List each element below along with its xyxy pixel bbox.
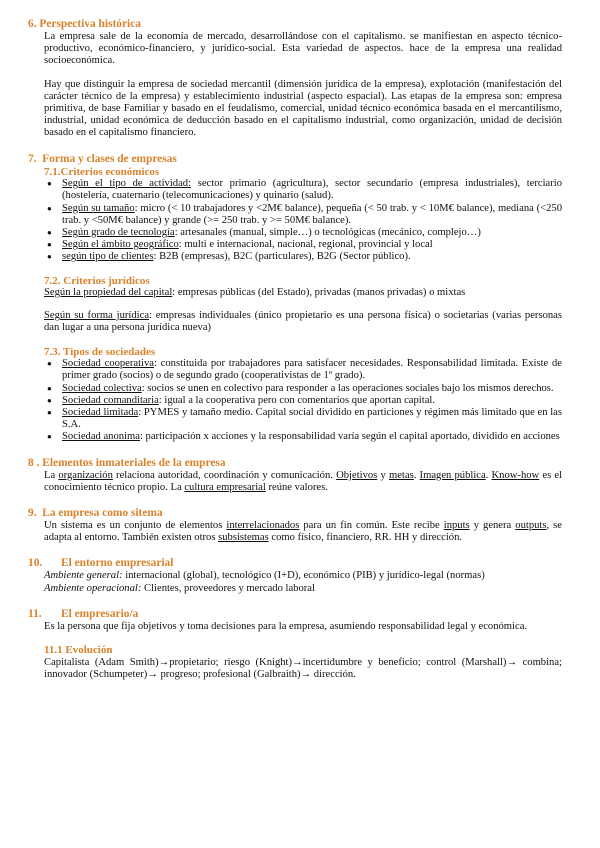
list-item (62, 239, 562, 251)
section-title: El empresario/a (61, 607, 139, 620)
text: relaciona autoridad, coordinación y comunicación. (112, 469, 337, 481)
item-text: : empresas individuales (único propietario es una persona física) o societarias (varias personas dan lugar a una persona jurídica nueva) (44, 310, 563, 334)
section-title: Elementos inmateriales de la empresa (42, 456, 226, 469)
underlined-term: Objetivos (336, 469, 378, 481)
section-number: 10. (28, 557, 43, 570)
underlined-term: metas (388, 469, 414, 481)
underlined-term: Según su tamaño (62, 202, 135, 214)
section-title: El entorno empresarial (61, 557, 174, 570)
text: internacional (global), tecnológico (I+D), económico (PIB) y jurídico-legal (normas) (122, 570, 485, 582)
paragraph (28, 583, 562, 595)
underlined-term: outputs (515, 519, 547, 531)
text: Clientes, proveedores y mercado laboral (141, 582, 315, 594)
italic-term: Ambiente general: (44, 570, 123, 582)
list-item (62, 227, 562, 239)
bullet-list (28, 358, 562, 443)
list-item (62, 395, 562, 407)
item-text: : PYMES y tamaño medio. Capital social dividido en particiones y régimen más limitado que en las S.A. (62, 406, 562, 431)
section-8-heading (28, 457, 562, 470)
underlined-term: organización (58, 469, 113, 481)
section-6-heading (28, 18, 562, 31)
underlined-term: subsistemas (218, 532, 269, 544)
item-text: : socios se unen en colectivo para responder a las operaciones sociales bajo los mismos derechos. (141, 382, 554, 394)
text: y genera (469, 519, 516, 531)
text: . (413, 469, 420, 481)
text: reúne valores. (265, 481, 328, 493)
underlined-term: Know-how (491, 469, 540, 481)
underlined-term: Según grado de tecnología (62, 226, 175, 238)
underlined-term: Sociedad cooperativa (62, 358, 154, 370)
paragraph (28, 470, 562, 494)
underlined-term: Imagen pública (419, 469, 486, 481)
item-text: : artesanales (manual, simple…) o tecnológicas (mecánico, complejo…) (174, 226, 481, 238)
item-text: : B2B (empresas), B2C (particulares), B2G (Sector público). (153, 251, 411, 263)
underlined-term: interrelacionados (226, 519, 300, 531)
subsection-heading: 7.2. Criterios jurídicos (44, 274, 150, 287)
text: y (377, 469, 389, 481)
underlined-term: Según la propiedad del capital (44, 287, 173, 299)
section-number: 7. (28, 152, 37, 165)
paragraph: La empresa sale de la economía de mercado, desarrollándose con el capitalismo. se manifiestan en aspecto técnico-productivo, económico-financiero, y jurídico-social. Esta variedad de aspectos. hace de la empresa una realidad socioeconómica. (44, 31, 562, 67)
underlined-term: Según el tipo de actividad: (62, 178, 192, 190)
section-number: 6. (28, 18, 37, 30)
paragraph: Es la persona que fija objetivos y toma decisiones para la empresa, asumiendo responsabilidad legal y económica. (44, 620, 528, 632)
paragraph (28, 310, 562, 334)
list-item (62, 407, 562, 431)
underlined-term: inputs (443, 519, 470, 531)
underlined-term: Sociedad anonima (62, 431, 140, 443)
section-title: Perspectiva histórica (39, 18, 141, 30)
item-text: : participación x acciones y la responsabilidad varía según el capital aportado, dividido en acciones (139, 431, 560, 443)
subsection-heading: 7.3. Tipos de sociedades (44, 345, 156, 358)
item-text: : constituida por trabajadores para satisfacer necesidades. Responsabilidad limitada. Existe de primer grado (socios) o de segundo grado (cooperativistas de 1º grado). (62, 358, 562, 382)
subsection-heading: 7.1.Criterios económicos (44, 165, 160, 178)
text: como físico, financiero, RR. HH y dirección. (268, 532, 463, 544)
list-item (62, 358, 562, 382)
section-number: 11. (28, 607, 42, 620)
section-title: Forma y clases de empresas (42, 152, 177, 165)
text: , se adapta al entorno. También existen otros (44, 519, 562, 544)
underlined-term: Sociedad comanditaria (62, 394, 159, 406)
list-item (62, 203, 562, 227)
list-item (62, 431, 562, 443)
bullet-list (28, 178, 562, 263)
subsection-heading: 11.1 Evolución (44, 644, 113, 656)
text: Un sistema es un conjunto de elementos (44, 519, 227, 531)
item-text: : igual a la cooperativa pero con comentarios que aportan capital. (158, 394, 435, 406)
item-text: : multi e internacional, nacional, regional, provincial y local (178, 239, 433, 251)
section-title: La empresa como sitema (42, 506, 163, 519)
text: es el conocimiento técnico propio. La (44, 469, 563, 493)
list-item (62, 178, 562, 202)
list-item (62, 383, 562, 395)
underlined-term: cultura empresarial (184, 481, 266, 493)
section-number: 9. (28, 506, 37, 519)
paragraph: Capitalista (Adam Smith)→propietario; riesgo (Knight)→incertidumbre y beneficio; control (Marshall)→ combina; innovador (Schumpeter)→ progreso; profesional (Galbraith)→ dirección. (44, 656, 562, 680)
item-text: : empresas públicas (del Estado), privadas (manos privadas) o mixtas (172, 287, 466, 299)
text: La (44, 469, 59, 481)
list-item (62, 251, 562, 263)
underlined-term: según tipo de clientes (62, 251, 154, 263)
section-number: 8 . (28, 456, 40, 469)
paragraph (28, 570, 562, 582)
section-10-heading (28, 557, 562, 570)
underlined-term: Sociedad colectiva (62, 382, 142, 394)
text: . (485, 469, 492, 481)
text: para un fin común. Este recibe (299, 519, 444, 531)
document-page (28, 18, 562, 681)
section-7-heading (28, 153, 562, 166)
section-11-heading (28, 608, 562, 621)
section-9-heading (28, 507, 562, 520)
paragraph (28, 520, 562, 544)
paragraph: Hay que distinguir la empresa de sociedad mercantil (dimensión jurídica de la empresa), explotación (manifestación del carácter técnico de la empresa) y establecimiento industrial (aspecto espacial). Las etapas de la empresa son: empresa primitiva, de base Familiar y basado en el feudalismo, comercial, unidad técnico económica basada en el mercantilismo, industrial, unidad económica de deducción basado en el capitalismo industrial, como organización, unidad de decisión basado en el capitalismo financiero. (44, 78, 562, 139)
item-text: sector primario (agricultura), sector secundario (empresa industriales), terciario (hostelería, cuaternario (telecomunicaciones) y quinario (salud). (62, 178, 562, 202)
underlined-term: Según el ámbito geográfico (62, 239, 179, 251)
underlined-term: Sociedad limitada (62, 406, 139, 418)
item-text: : micro (< 10 trabajadores y <2M€ balance), pequeña (< 50 trab. y < 10M€ balance), mediana (<250 trab. y <50M€ balance) y grande (>= 250 trab. y >= 50M€ balance). (62, 202, 562, 226)
underlined-term: Según su forma jurídica (44, 310, 150, 322)
italic-term: Ambiente operacional: (44, 582, 142, 594)
paragraph (28, 287, 562, 299)
